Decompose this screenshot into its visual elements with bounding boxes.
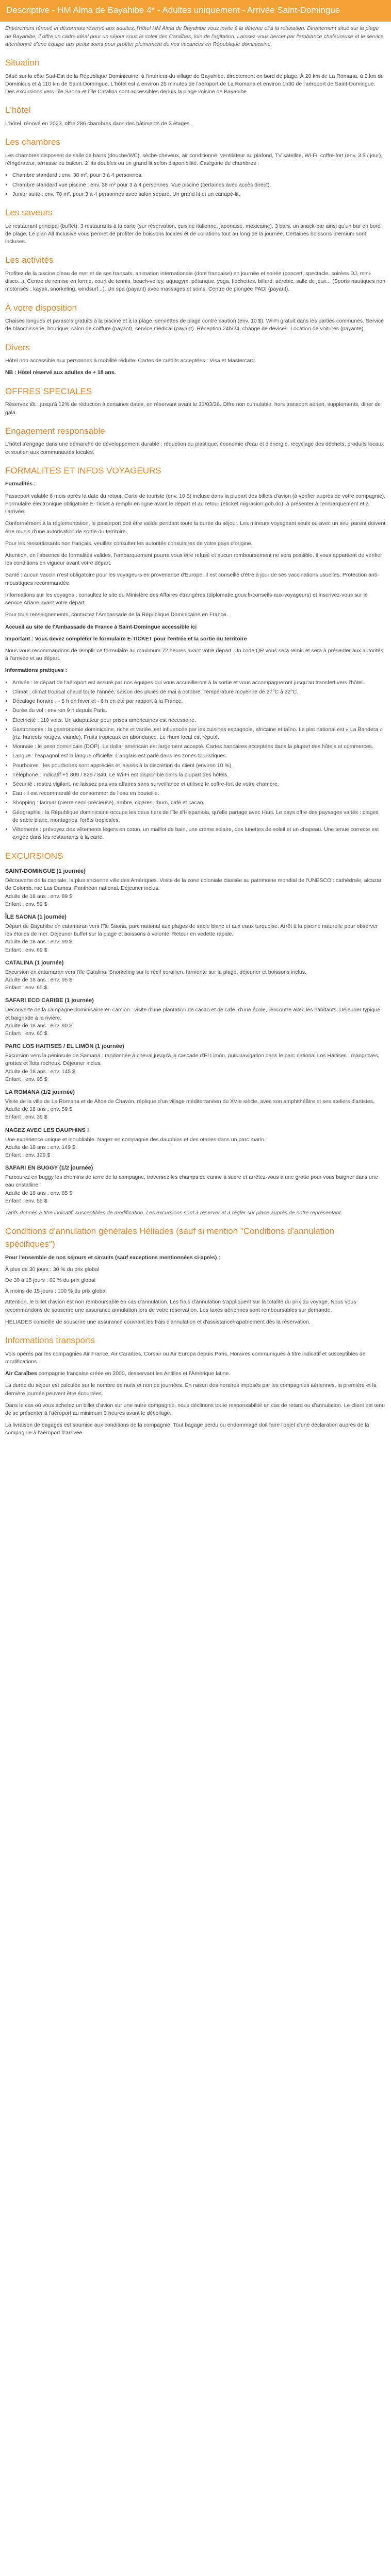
excursion-price-adult: Adulte de 18 ans : env. 89 $ (5, 893, 72, 900)
important-text: Nous vous recommandons de remplir ce formulaire au maximum 72 heures avant votre départ. Un code QR vous sera remis et sera à présenter aux autorités à l'arrivée et au départ. (5, 647, 384, 662)
formalities-paragraph: Attention, en l'absence de formalités valides, l'embarquement pourra vous être refusé et aucun remboursement ne sera possible. Il vous appartient de vérifier les conditions en vigueur avant votre départ. (5, 552, 382, 567)
excursion-desc: Une expérience unique et inoubliable. Nagez en compagnie des dauphins et des otaries dans un parc marin. (5, 1136, 266, 1143)
excursion-item (5, 1127, 386, 1160)
practical-item: • Électricité : 110 volts. Un adaptateur pour prises américaines est nécessaire. (12, 717, 386, 724)
practical-item: • Gastronomie : la gastronomie dominicaine, riche et variée, est influencée par les cuisines espagnole, africaine et taïno. Le plat national est « La Bandera » (riz, haricots rouges, viande). Fruits tropicaux en abondance. Le rhum local est réputé. (12, 726, 386, 741)
excursion-price-child: Enfant : env. 65 $ (5, 985, 47, 991)
practical-item: • Monnaie : le peso dominicain (DOP). Le dollar américain est largement accepté. Cartes bancaires acceptées dans la plupart des hôtels et commerces. (12, 743, 386, 751)
activities-text: Profitez de la piscine d'eau de mer et de ses transats, animation internationale (dont française) en journée et soirée (concert, spectacle, soirées DJ, mini-disco...). Centre de remise en forme, court de tennis, beach-volley, aquagym, pétanque, yoga, fléchettes, billard, aérobic, salle de jeux... (Sports nautiques non motorisés : kayak, snorkeling, windsurf...). Un spa (payant) avec massages et soins. Centre de plongée PADI (payant). (5, 270, 385, 293)
airline-line (5, 1370, 386, 1378)
practical-item: • Décalage horaire : - 5 h en hiver et - 6 h en été par rapport à la France. (12, 698, 386, 705)
excursion-name: CATALINA (1 journée) (5, 959, 64, 966)
excursion-name: SAFARI ECO CARIBE (1 journée) (5, 997, 94, 1004)
important-title: Important : Vous devez compléter le formulaire E-TICKET pour l'entrée et la sortie du territoire (5, 635, 247, 642)
excursion-item (5, 1164, 386, 1205)
excursion-name: ÎLE SAONA (1 journée) (5, 914, 67, 921)
intro-text: Entièrement rénové et désormais réservé aux adultes, l'hôtel HM Alma de Bayahibe vous invite à la détente et à la relaxation. Directement situé sur la plage de Bayahibe, il offre un cadre idéal pour un séjour sous le soleil des Caraïbes, loin de l'agitation. Laissez-vous bercer par l'ambiance chaleureuse et le service attentionné d'une équipe aux petits soins pour profiter pleinement de vos vacances en République dominicaine. (5, 25, 384, 47)
condition-item: À moins de 15 jours : 100 % du prix global (5, 1288, 107, 1295)
airline-text: compagnie française créée en 2000, desservant les Antilles et l'Amérique latine. (38, 1370, 231, 1377)
commitment-text: L'hôtel s'engage dans une démarche de développement durable : réduction du plastique, économie d'eau et d'énergie, recyclage des déchets, produits locaux et soutien aux communautés locales. (5, 441, 384, 455)
rooms-heading: Les chambres (5, 137, 60, 147)
commitment-heading: Engagement responsable (5, 426, 105, 436)
conditions-heading: Conditions d'annulation générales Héliades (sauf si mention "Conditions d'annulation spécifiques") (5, 1226, 335, 1249)
excursion-item (5, 1089, 386, 1122)
excursion-item (5, 868, 386, 908)
practical-item: • Shopping : larimar (pierre semi-précieuse), ambre, cigares, rhum, café et cacao. (12, 799, 386, 807)
excursion-desc: Départ de Bayahibe en catamaran vers l'île Saona, parc national aux plages de sable blanc et aux eaux turquoise. Arrêt à la piscine naturelle pour observer les étoiles de mer. Déjeuner buffet sur la plage et boissons à volonté. Retour en vedette rapide. (5, 923, 378, 938)
situation-text: Situé sur la côte Sud-Est de la République Dominicaine, à l'intérieur du village de Bayahibe, directement en bord de plage. À 20 km de La Romana, à 2 km de Dominicus et à 110 km de Saint-Domingue. L'hôtel est à environ 25 minutes de l'aéroport de La Romana et environ 1h30 de l'aéroport de Saint-Domingue. Des excursions vers l'île Saona et l'île Catalina sont accessibles depuis la plage voisine de Bayahibe. (5, 73, 384, 95)
formalities-paragraph: Conformément à la réglementation, le passeport doit être valide pendant toute la durée du séjour. Les mineurs voyageant seuls ou avec un seul parent doivent être munis d'une autorisation de sortie du territoire. (5, 520, 386, 535)
excursion-price-child: Enfant : env. 60 $ (5, 1030, 47, 1037)
excursion-item (5, 997, 386, 1038)
hotel-heading: L'hôtel (5, 105, 31, 115)
excursions-list (5, 868, 386, 1205)
excursion-name: SAINT-DOMINGUE (1 journée) (5, 868, 86, 875)
transport-text-4: La livraison de bagages est soumise aux conditions de la compagnie. Tout bagage perdu ou endommagé doit faire l'objet d'une déclaration auprès de la compagnie à l'aéroport d'arrivée. (5, 1422, 369, 1436)
excursion-name: PARC LOS HAITISES / EL LIMÓN (1 journée) (5, 1043, 124, 1050)
hotel-text: L'hôtel, rénové en 2023, offre 286 chambres dans des bâtiments de 3 étages. (5, 120, 191, 127)
activities-heading: Les activités (5, 255, 54, 265)
services-heading: À votre disposition (5, 302, 77, 313)
condition-item: À plus de 30 jours : 30 % du prix global (5, 1266, 100, 1273)
formalities-heading: FORMALITES ET INFOS VOYAGEURS (5, 465, 161, 476)
excursion-name: LA ROMANA (1/2 journée) (5, 1089, 75, 1096)
practical-item: • Sécurité : restez vigilant, ne laissez pas vos affaires sans surveillance et utilisez le coffre-fort de votre chambre. (12, 781, 386, 788)
excursions-heading: EXCURSIONS (5, 851, 63, 861)
practical-item: • Arrivée : le départ de l'aéroport est assuré par nos équipes qui vous accueilleront à la sortie et vous accompagneront jusqu'au transfert vers l'hôtel. (12, 679, 386, 687)
formalities-paragraph: Pour tous renseignements, contactez l'Ambassade de la République Dominicaine en France. (5, 612, 228, 618)
practical-title: Informations pratiques : (5, 667, 68, 674)
excursion-desc: Parcourez en buggy les chemins de terre de la campagne, traversez les champs de canne à sucre et arrêtez-vous à une grotte pour vous baigner dans une eau cristalline. (5, 1174, 378, 1189)
rooms-text: Les chambres disposent de salle de bains (douche/WC), sèche-cheveux, air conditionné, ventilateur au plafond, TV satellite, Wi-Fi, coffre-fort (env. 3 $ / jour), réfrigérateur, terrasse ou balcon. 2 lits doubles ou un grand lit selon disponibilité. Catégorie de chambres : (5, 152, 383, 167)
practical-item: • Géographie : la République dominicaine occupe les deux tiers de l'île d'Hispaniola, qu'elle partage avec Haïti. Le pays offre des paysages variés : plages de sable blanc, montagnes, forêts tropicales. (12, 809, 386, 824)
condition-item: De 30 à 15 jours : 60 % du prix global (5, 1277, 96, 1283)
page-content (0, 22, 391, 1437)
excursion-price-adult: Adulte de 18 ans : env. 95 $ (5, 977, 72, 983)
transport-text: Vols opérés par les compagnies Air France, Air Caraïbes, Corsair ou Air Europa depuis Paris. Horaires communiqués à titre indicatif et susceptibles de modifications. (5, 1350, 366, 1365)
excursion-price-child: Enfant : env. 129 $ (5, 1152, 51, 1159)
page-title: Descriptive - HM Alma de Bayahibe 4* - Adultes uniquement - Arrivée Saint-Domingue (6, 5, 340, 15)
flavours-text: Le restaurant principal (buffet), 3 restaurants à la carte (sur réservation, cuisine italienne, japonaise, mexicaine), 3 bars, un snack-bar ainsi qu'un bar en bord de plage. Le plan All Inclusive vous permet de profiter de boissons locales et de collations tout au long de la journée. Certaines boissons premium sont incluses. (5, 223, 381, 245)
formalities-paragraph: Santé : aucun vaccin n'est obligatoire pour les voyageurs en provenance d'Europe. Il est conseillé d'être à jour de ses vaccinations usuelles. Protection anti-moustiques recommandée. (5, 572, 379, 586)
practical-item: • Eau : il est recommandé de consommer de l'eau en bouteille. (12, 790, 386, 798)
embassy-link[interactable]: Accueil au site de l'Ambassade de France à Saint-Domingue accessible ici (5, 623, 197, 630)
adults-only-note: NB : Hôtel réservé aux adultes de + 18 ans. (5, 369, 116, 376)
flavours-heading: Les saveurs (5, 207, 53, 217)
excursion-price-child: Enfant : env. 69 $ (5, 946, 47, 953)
practical-item: • Langue : l'espagnol est la langue officielle. L'anglais est parlé dans les zones touristiques. (12, 752, 386, 760)
excursion-price-child: Enfant : env. 59 $ (5, 901, 47, 907)
conditions-text-2: HÉLIADES conseille de souscrire une assurance couvrant les frais d'annulation et d'assistance/rapatriement dès la réservation. (5, 1318, 311, 1325)
formalities-paragraph: Informations sur les voyages : consultez le site du Ministère des Affaires étrangères (diplomatie.gouv.fr/conseils-aux-voyageurs) et inscrivez-vous sur le service Ariane avant votre départ. (5, 591, 368, 606)
excursion-name: NAGEZ AVEC LES DAUPHINS ! (5, 1127, 89, 1133)
excursion-desc: Excursion vers la péninsule de Samaná : randonnée à cheval jusqu'à la cascade d'El Limón, puis navigation dans le parc national Los Haitises : mangroves, grottes et îlots rocheux. Déjeuner inclus. (5, 1053, 380, 1067)
room-item: • Junior suite : env. 70 m², pour 3 à 4 personnes avec salon séparé. Un grand lit et un canapé-lit. (12, 191, 386, 198)
page-header (0, 0, 391, 22)
formalities-subtitle: Formalités : (5, 481, 36, 487)
transport-text-2: La durée du séjour est calculée sur le nombre de nuits et non de journées. En raison des horaires imposés par les compagnies aériennes, la première et la dernière journée peuvent être écourtées. (5, 1382, 377, 1397)
excursion-price-child: Enfant : env. 39 $ (5, 1114, 47, 1121)
excursion-price-child: Enfant : env. 55 $ (5, 1197, 47, 1204)
situation-heading: Situation (5, 58, 40, 68)
offers-heading: OFFRES SPECIALES (5, 386, 92, 396)
excursion-price-adult: Adulte de 18 ans : env. 145 $ (5, 1068, 75, 1075)
excursion-price-adult: Adulte de 18 ans : env. 99 $ (5, 939, 72, 945)
excursion-price-adult: Adulte de 18 ans : env. 149 $ (5, 1144, 75, 1150)
excursion-item (5, 1043, 386, 1083)
excursions-footnote: Tarifs donnés à titre indicatif, susceptibles de modification. Les excursions sont à réserver et à régler sur place auprès de notre représentant. (5, 1210, 343, 1216)
excursion-item (5, 913, 386, 954)
transport-text-3: Dans le cas où vous achetez un billet d'avion sur une autre compagnie, nous déclinons toute responsabilité en cas de retard ou d'annulation. Le client est tenu de se présenter à l'aéroport au minimum 3 heures avant le décollage. (5, 1402, 385, 1417)
conditions-subtitle: Pour l'ensemble de nos séjours et circuits (sauf exceptions mentionnées ci-après) : (5, 1254, 220, 1261)
airline-label: Air Caraïbes (5, 1370, 37, 1377)
practical-item: • Durée du vol : environ 9 h depuis Paris. (12, 707, 386, 715)
offer-item: Réservez tôt : jusqu'à 12% de réduction à certaines dates, en réservant avant le 31/03/26. Offre non cumulable, hors transport aérien, supplements, diner de gala. (5, 401, 381, 416)
practical-item: • Climat : climat tropical chaud toute l'année, saison des pluies de mai à octobre. Température moyenne de 27°C à 32°C. (12, 688, 386, 696)
excursion-item (5, 959, 386, 992)
formalities-paragraph: Pour les ressortissants non français, veuillez consulter les autorités consulaires de votre pays d'origine. (5, 540, 253, 547)
excursion-name: SAFARI EN BUGGY (1/2 journée) (5, 1165, 93, 1172)
misc-text: Hôtel non accessible aux personnes à mobilité réduite. Cartes de crédits acceptées : Visa et Mastercard. (5, 358, 256, 364)
transport-heading: Informations transports (5, 1335, 95, 1346)
conditions-text: Attention, le billet d'avion est non remboursable en cas d'annulation. Les frais d'annulation s'appliquent sur la totalité du prix du voyage. Nous vous recommandons de souscrire une assurance annulation lors de votre réservation. Les taxes aériennes sont remboursables sur demande. (5, 1299, 356, 1313)
excursion-desc: Visite de la ville de La Romana et de Altos de Chavón, réplique d'un village méditerranéen du XVIe siècle, avec son amphithéâtre et ses ateliers d'artistes. (5, 1098, 374, 1105)
room-item: • Chambre standard vue piscine : env. 38 m² pour 3 à 4 personnes. Vue piscine (certaines avec accès direct). (12, 181, 386, 189)
services-text: Chaises longues et parasols gratuits à la piscine et à la plage, serviettes de plage contre caution (env. 10 $). Wi-Fi gratuit dans les parties communes. Service de blanchisserie, boutique, salon de coiffure (payant), service médical (payant). Réception 24h/24, change de devises. Location de voitures (payante). (5, 318, 384, 332)
misc-heading: Divers (5, 342, 30, 352)
excursion-price-adult: Adulte de 18 ans : env. 90 $ (5, 1022, 72, 1029)
excursion-price-child: Enfant : env. 95 $ (5, 1076, 47, 1082)
practical-list (5, 679, 386, 842)
practical-item: • Vêtements : prévoyez des vêtements légers en coton, un maillot de bain, une crème solaire, des lunettes de soleil et un chapeau. Une tenue correcte est exigée dans les restaurants à la carte. (12, 826, 386, 841)
excursion-desc: Excursion en catamaran vers l'île Catalina. Snorkeling sur le récif corallien, farniente sur la plage, déjeuner et boissons inclus. (5, 969, 306, 975)
room-item: • Chambre standard : env. 38 m², pour 3 à 4 personnes. (12, 172, 386, 179)
excursion-desc: Découverte de la capitale, la plus ancienne ville des Amériques. Visite de la zone coloniale classée au patrimoine mondial de l'UNESCO : cathédrale, alcazar de Colomb, rue Las Damas, Panthéon national. Déjeuner inclus. (5, 877, 382, 892)
rooms-list (5, 172, 386, 198)
formalities-paragraph: Passeport valable 6 mois après la date du retour. Carte de touriste (env. 10 $) incluse dans la plupart des billets d'avion (à vérifier auprès de votre compagnie). Formulaire électronique obligatoire E-Ticket à remplir en ligne avant le départ et au retour (eticket.migracion.gob.do), à présenter à l'embarquement et à l'arrivée. (5, 493, 386, 515)
excursion-price-adult: Adulte de 18 ans : env. 59 $ (5, 1106, 72, 1113)
practical-item: • Pourboires : les pourboires sont appréciés et laissés à la discrétion du client (environ 10 %). (12, 762, 386, 770)
excursion-desc: Découverte de la campagne dominicaine en camion : visite d'une plantation de cacao et de café, d'une école, rencontre avec les habitants. Déjeuner typique et baignade à la rivière. (5, 1007, 381, 1021)
practical-item: • Téléphone : indicatif +1 809 / 829 / 849. Le Wi-Fi est disponible dans la plupart des hôtels. (12, 771, 386, 779)
excursion-price-adult: Adulte de 18 ans : env. 85 $ (5, 1190, 72, 1196)
